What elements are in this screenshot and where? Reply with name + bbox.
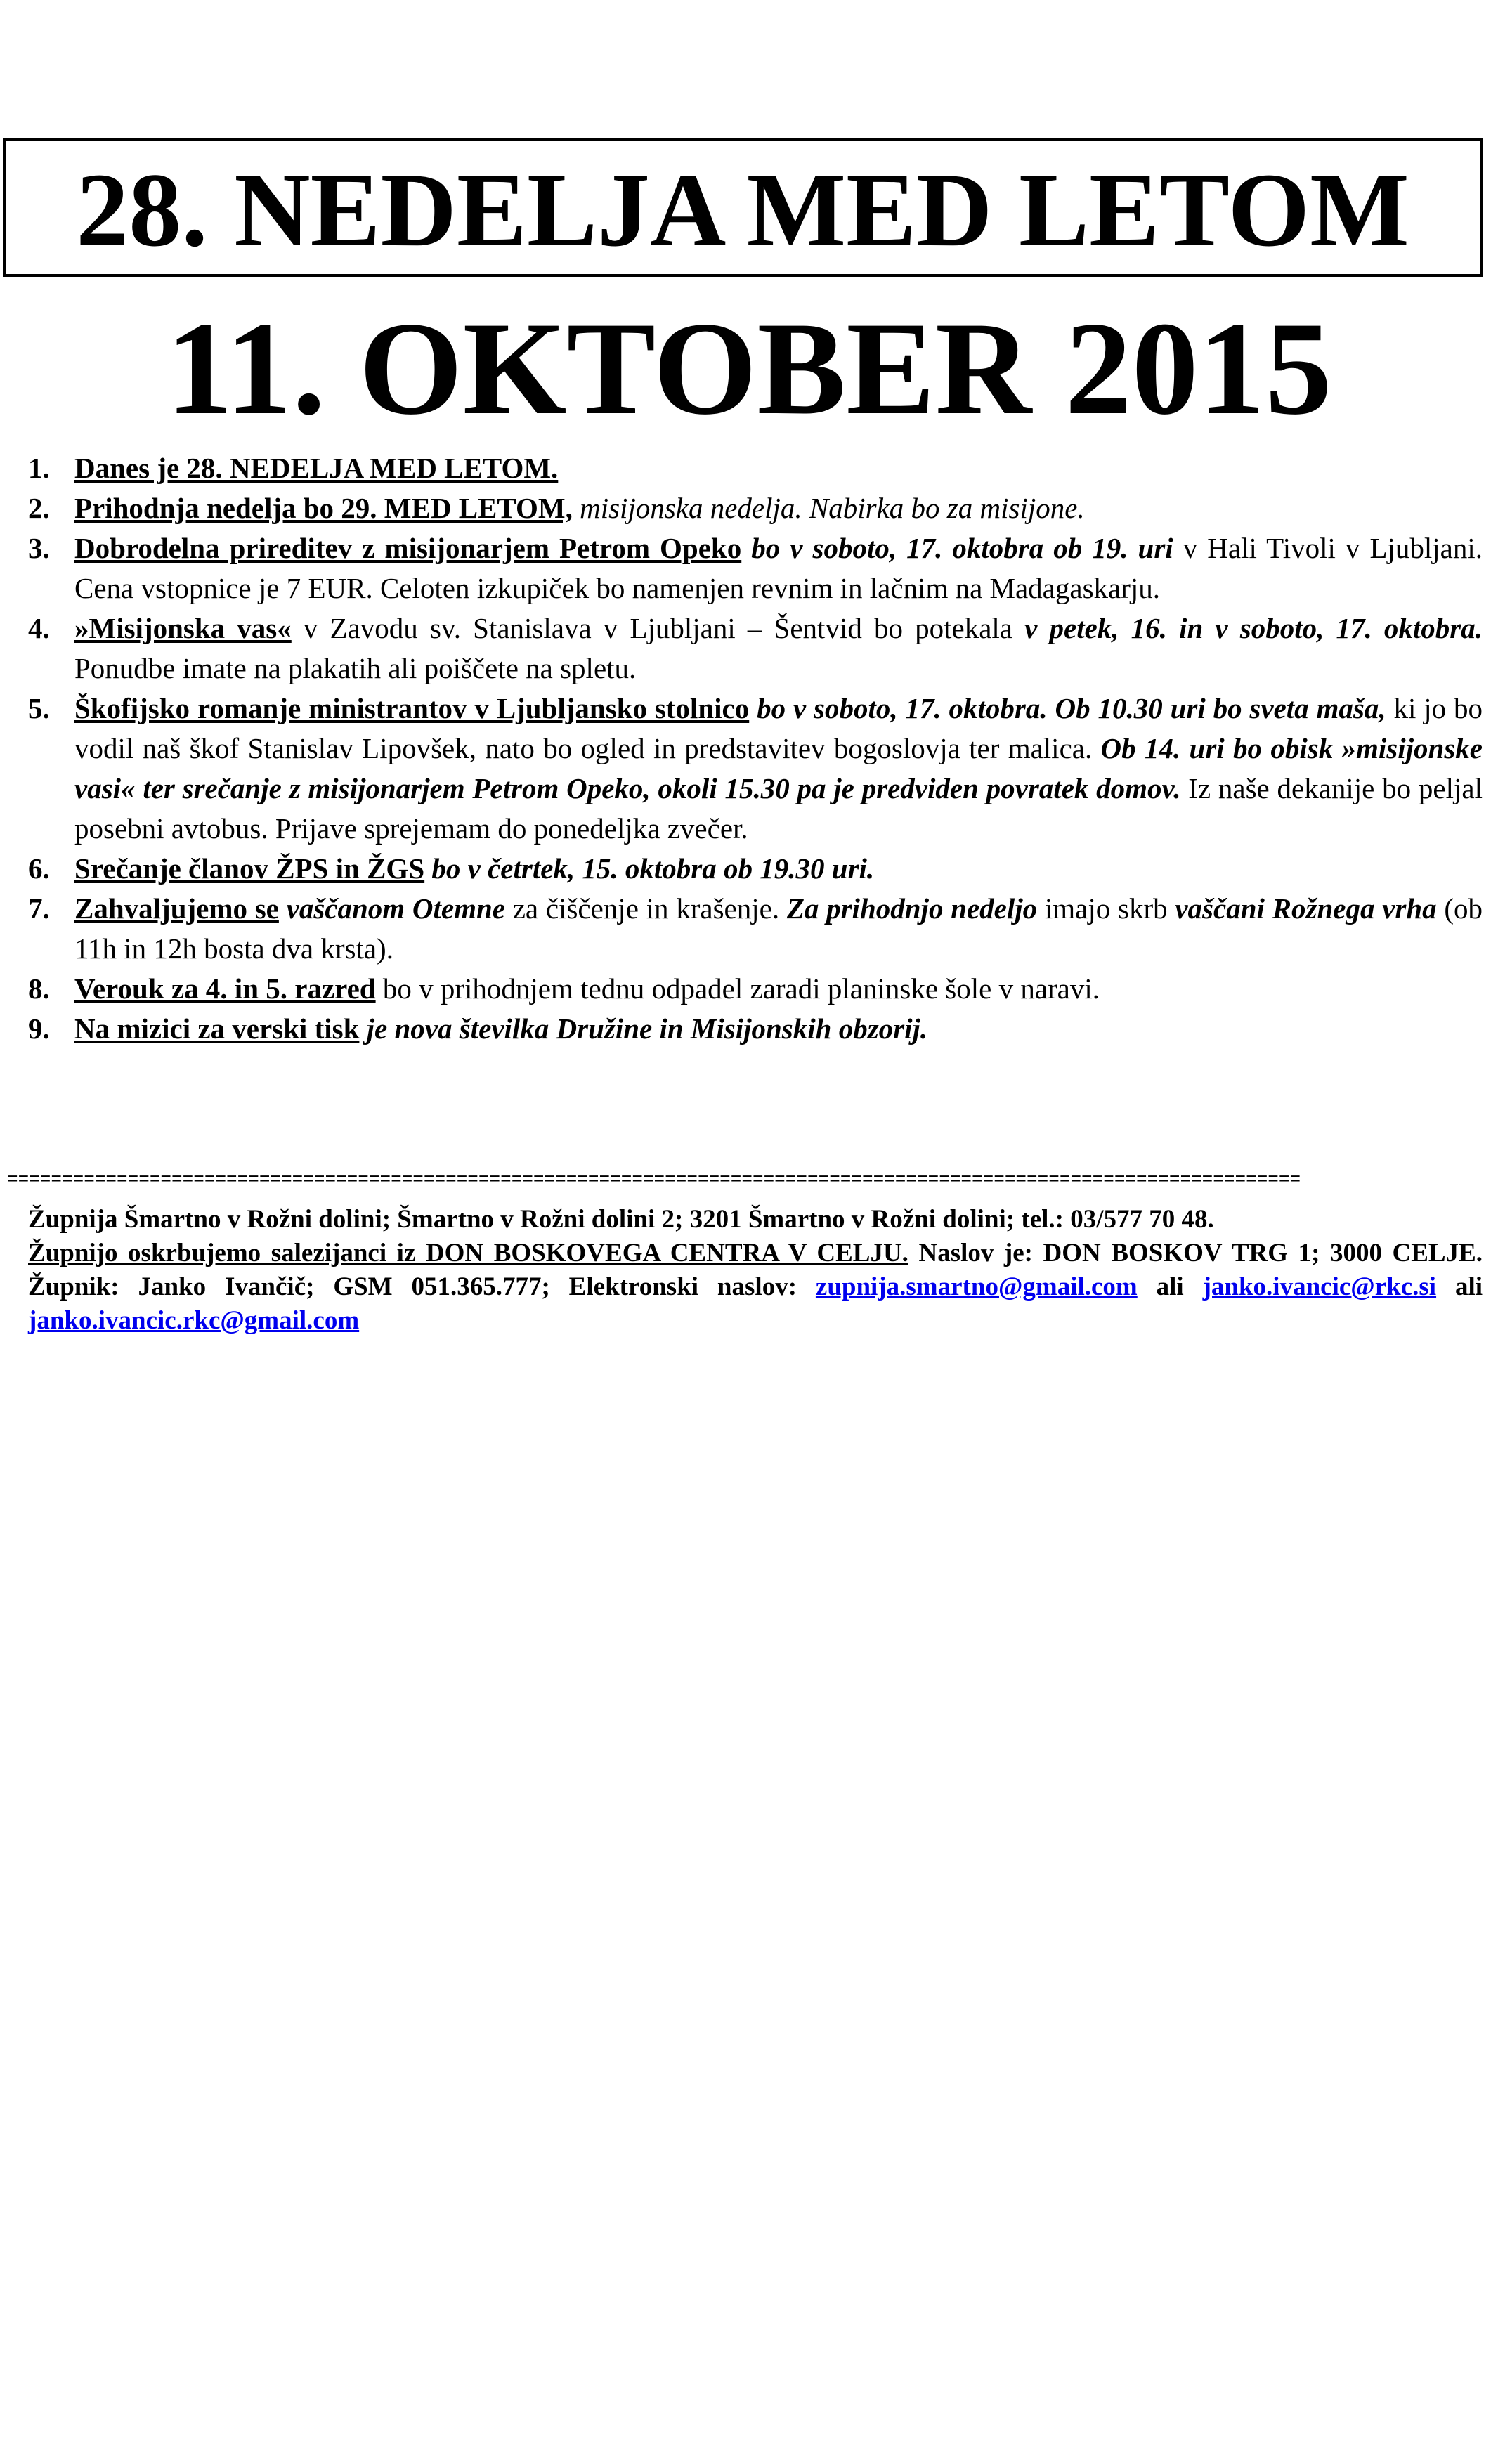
email-link-3[interactable]: janko.ivancic.rkc@gmail.com [28, 1306, 360, 1335]
separator-line: ====================================================================================================================== [7, 1169, 1301, 1190]
item-text: v petek, 16. in v soboto, 17. oktobra. [1024, 612, 1483, 644]
item-text: bo v soboto, 17. oktobra ob 19. uri [741, 532, 1173, 564]
announcement-item-7 [28, 889, 1483, 969]
announcement-item-5 [28, 689, 1483, 849]
parish-footer [28, 1203, 1483, 1338]
item-heading: Dobrodelna prireditev z misijonarjem Petrom Opeko [74, 532, 742, 564]
item-heading: »Misijonska vas« [74, 612, 292, 644]
item-text: v Hali Tivoli v Ljubljani. Cena vstopnice je 7 EUR. Celoten izkupiček bo namenjen revnim in lačnim na Madagaskarju. [74, 532, 1483, 604]
item-number: 3. [28, 532, 50, 564]
item-text: (ob 11h in 12h bosta dva krsta). [74, 892, 1483, 965]
item-text: vaščanom Otemne [278, 892, 505, 925]
item-text: Ponudbe imate na plakatih ali poiščete na spletu. [74, 652, 637, 684]
announcement-item-2 [28, 488, 1483, 528]
date-heading: 11. OKTOBER 2015 [166, 295, 1332, 443]
item-text: bo v soboto, 17. oktobra. Ob 10.30 uri bo sveta maša, [749, 692, 1386, 724]
separator-text: ali [1436, 1272, 1483, 1301]
page-title: 28. NEDELJA MED LETOM [76, 152, 1409, 268]
separator-text: ali [1137, 1272, 1203, 1301]
item-text: je nova številka Družine in Misijonskih obzorij. [359, 1012, 928, 1045]
announcement-item-8 [28, 969, 1483, 1009]
title-box [3, 138, 1483, 277]
announcement-item-4 [28, 608, 1483, 689]
item-heading: Prihodnja nedelja bo 29. MED LETOM, [74, 492, 573, 524]
item-heading: Srečanje članov ŽPS in ŽGS [74, 852, 425, 885]
item-text: vaščani Rožnega vrha [1175, 892, 1437, 925]
item-number: 9. [28, 1012, 50, 1045]
announcement-item-3 [28, 528, 1483, 608]
item-text: ki jo bo vodil naš škof Stanislav Lipovšek, nato bo ogled in predstavitev bogoslovja ter malica. [74, 692, 1483, 764]
item-number: 6. [28, 852, 50, 885]
email-link-1[interactable]: zupnija.smartno@gmail.com [815, 1272, 1138, 1301]
announcement-item-6 [28, 849, 1483, 889]
salesian-note: Župnijo oskrbujemo salezijanci iz DON BOSKOVEGA CENTRA V CELJU. [28, 1239, 908, 1267]
announcement-list [28, 448, 1483, 1049]
item-number: 2. [28, 492, 50, 524]
item-heading: Na mizici za verski tisk [74, 1012, 360, 1045]
item-text: misijonska nedelja. Nabirka bo za misijone. [572, 492, 1085, 524]
item-heading: Škofijsko romanje ministrantov v Ljubljansko stolnico [74, 692, 750, 724]
contact-text: Naslov je: DON BOSKOV TRG 1; 3000 CELJE. Župnik: Janko Ivančič; GSM 051.365.777; Elektronski naslov: [28, 1239, 1483, 1301]
item-text: Ob 14. uri bo obisk »misijonske vasi« ter srečanje z misijonarjem Petrom Opeko, okoli 15.30 pa je predviden povratek domov. [74, 732, 1483, 804]
item-text: v Zavodu sv. Stanislava v Ljubljani – Šentvid bo potekala [291, 612, 1025, 644]
announcement-item-1 [28, 448, 1483, 488]
email-link-2[interactable]: janko.ivancic@rkc.si [1202, 1272, 1437, 1301]
item-number: 7. [28, 892, 50, 925]
item-text: za čiščenje in krašenje. [505, 892, 787, 925]
item-number: 1. [28, 452, 50, 484]
item-text: Iz naše dekanije bo peljal posebni avtobus. Prijave sprejemam do ponedeljka zvečer. [74, 772, 1483, 845]
item-heading: Danes je 28. NEDELJA MED LETOM. [74, 452, 559, 484]
announcement-item-9 [28, 1009, 1483, 1049]
item-text: Za prihodnjo nedeljo [786, 892, 1038, 925]
item-heading: Zahvaljujemo se [74, 892, 279, 925]
item-number: 4. [28, 612, 50, 644]
item-number: 5. [28, 692, 50, 724]
item-text: bo v prihodnjem tednu odpadel zaradi planinske šole v naravi. [375, 972, 1100, 1005]
item-number: 8. [28, 972, 50, 1005]
item-heading: Verouk za 4. in 5. razred [74, 972, 376, 1005]
parish-contact [28, 1237, 1483, 1338]
parish-address: Župnija Šmartno v Rožni dolini; Šmartno v Rožni dolini 2; 3201 Šmartno v Rožni dolini; tel.: 03/577 70 48. [28, 1205, 1214, 1234]
item-text: bo v četrtek, 15. oktobra ob 19.30 uri. [424, 852, 875, 885]
item-text: imajo skrb [1037, 892, 1175, 925]
